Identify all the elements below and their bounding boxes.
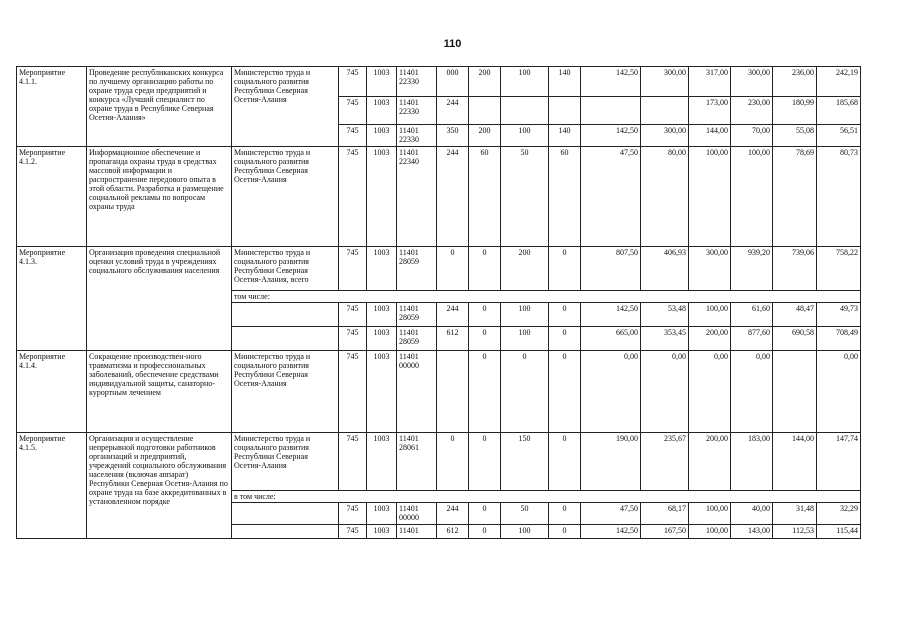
year-2018: 167,50 bbox=[641, 525, 689, 539]
year-2014 bbox=[469, 97, 501, 125]
page-number: 110 bbox=[443, 38, 462, 50]
year-2017: 807,50 bbox=[581, 247, 641, 291]
year-2021: 78,69 bbox=[773, 147, 817, 247]
empty-cell bbox=[232, 503, 339, 525]
year-2022: 0,00 bbox=[817, 351, 861, 433]
year-2017: 47,50 bbox=[581, 147, 641, 247]
expense-type-code: 244 bbox=[437, 303, 469, 327]
year-2015: 0 bbox=[501, 351, 549, 433]
year-2019: 173,00 bbox=[689, 97, 731, 125]
year-2016: 0 bbox=[549, 303, 581, 327]
year-2014: 0 bbox=[469, 433, 501, 491]
grbs-code: 745 bbox=[339, 503, 367, 525]
year-2015: 100 bbox=[501, 525, 549, 539]
year-2022: 80,73 bbox=[817, 147, 861, 247]
year-2016: 0 bbox=[549, 433, 581, 491]
measure-name: Организация и осуществление непрерывной подготовки работников организаций и предприятий, учреждений социального обслуживания населения (включая аппарат) Республики Северная Осетия-Алания по охране труда на базе аккредитованных в установленном порядке bbox=[87, 433, 232, 539]
year-2021: 55,08 bbox=[773, 125, 817, 147]
empty-cell bbox=[232, 303, 339, 327]
year-2022: 115,44 bbox=[817, 525, 861, 539]
year-2017: 142,50 bbox=[581, 125, 641, 147]
year-2020: 230,00 bbox=[731, 97, 773, 125]
including-label: том числе: bbox=[232, 291, 861, 303]
grbs-code: 745 bbox=[339, 351, 367, 433]
year-2015: 100 bbox=[501, 303, 549, 327]
grbs-code: 745 bbox=[339, 433, 367, 491]
target-article-code: 11401 bbox=[397, 525, 437, 539]
year-2022: 708,49 bbox=[817, 327, 861, 351]
empty-cell bbox=[232, 525, 339, 539]
year-2018: 68,17 bbox=[641, 503, 689, 525]
year-2020: 70,00 bbox=[731, 125, 773, 147]
empty-cell bbox=[232, 327, 339, 351]
year-2021: 236,00 bbox=[773, 67, 817, 97]
year-2019: 0,00 bbox=[689, 351, 731, 433]
measure-id: Мероприятие 4.1.4. bbox=[17, 351, 87, 433]
grbs-code: 745 bbox=[339, 303, 367, 327]
target-article-code: 11401 28059 bbox=[397, 327, 437, 351]
year-2019: 200,00 bbox=[689, 433, 731, 491]
year-2021 bbox=[773, 351, 817, 433]
target-article-code: 11401 22330 bbox=[397, 97, 437, 125]
year-2021: 690,58 bbox=[773, 327, 817, 351]
year-2020: 0,00 bbox=[731, 351, 773, 433]
grbs-code: 745 bbox=[339, 247, 367, 291]
year-2020: 100,00 bbox=[731, 147, 773, 247]
measure-name: Информационное обеспечение и пропаганда охраны труда в средствах массовой информации и распространение передового опыта в этой области. Разработка и размещение социальной рекламы по вопросам охраны труда bbox=[87, 147, 232, 247]
expense-type-code: 000 bbox=[437, 67, 469, 97]
expense-type-code: 0 bbox=[437, 247, 469, 291]
year-2019: 100,00 bbox=[689, 503, 731, 525]
year-2015: 100 bbox=[501, 327, 549, 351]
year-2018: 353,45 bbox=[641, 327, 689, 351]
year-2015: 50 bbox=[501, 503, 549, 525]
year-2017: 190,00 bbox=[581, 433, 641, 491]
year-2021: 180,99 bbox=[773, 97, 817, 125]
measure-executor: Министерство труда и социального развития Республики Северная Осетия-Алания bbox=[232, 351, 339, 433]
measure-executor: Министерство труда и социального развития Республики Северная Осетия-Алания bbox=[232, 67, 339, 147]
year-2018: 235,67 bbox=[641, 433, 689, 491]
year-2018: 0,00 bbox=[641, 351, 689, 433]
year-2021: 31,48 bbox=[773, 503, 817, 525]
measure-id: Мероприятие 4.1.5. bbox=[17, 433, 87, 539]
year-2020: 143,00 bbox=[731, 525, 773, 539]
grbs-code: 745 bbox=[339, 97, 367, 125]
target-article-code: 11401 22340 bbox=[397, 147, 437, 247]
year-2016: 0 bbox=[549, 351, 581, 433]
year-2022: 49,73 bbox=[817, 303, 861, 327]
target-article-code: 11401 00000 bbox=[397, 503, 437, 525]
year-2017: 142,50 bbox=[581, 303, 641, 327]
year-2019: 300,00 bbox=[689, 247, 731, 291]
year-2014: 0 bbox=[469, 327, 501, 351]
section-code: 1003 bbox=[367, 503, 397, 525]
year-2016: 0 bbox=[549, 503, 581, 525]
year-2017 bbox=[581, 97, 641, 125]
year-2015: 150 bbox=[501, 433, 549, 491]
year-2015 bbox=[501, 97, 549, 125]
measure-id: Мероприятие 4.1.3. bbox=[17, 247, 87, 351]
table-row bbox=[17, 433, 905, 491]
year-2018: 406,93 bbox=[641, 247, 689, 291]
expense-type-code: 244 bbox=[437, 97, 469, 125]
year-2018: 53,48 bbox=[641, 303, 689, 327]
year-2021: 112,53 bbox=[773, 525, 817, 539]
grbs-code: 745 bbox=[339, 67, 367, 97]
expense-type-code: 0 bbox=[437, 433, 469, 491]
year-2018: 300,00 bbox=[641, 125, 689, 147]
grbs-code: 745 bbox=[339, 125, 367, 147]
measure-id: Мероприятие 4.1.1. bbox=[17, 67, 87, 147]
target-article-code: 11401 22330 bbox=[397, 125, 437, 147]
year-2016: 140 bbox=[549, 67, 581, 97]
table-row bbox=[17, 247, 905, 291]
measure-name: Сокращение производствен-ного травматизма и профессиональных заболеваний, обеспечение средствами индивидуальной защиты, санаторно-курортным лечением bbox=[87, 351, 232, 433]
measure-executor: Министерство труда и социального развития Республики Северная Осетия-Алания, всего bbox=[232, 247, 339, 291]
measure-name: Проведение республиканских конкурса по лучшему организацию работы по охране труда среди предприятий и конкурса «Лучший специалист по охране труда в Республике Северная Осетия-Алания» bbox=[87, 67, 232, 147]
section-code: 1003 bbox=[367, 67, 397, 97]
including-label: в том числе: bbox=[232, 491, 861, 503]
measure-name: Организация проведения специальной оценки условий труда в учреждениях социального обслуживания населения bbox=[87, 247, 232, 351]
expense-type-code: 612 bbox=[437, 525, 469, 539]
year-2021: 48,47 bbox=[773, 303, 817, 327]
year-2020: 939,20 bbox=[731, 247, 773, 291]
year-2014: 0 bbox=[469, 247, 501, 291]
year-2018: 300,00 bbox=[641, 67, 689, 97]
expense-type-code bbox=[437, 351, 469, 433]
section-code: 1003 bbox=[367, 327, 397, 351]
year-2016 bbox=[549, 97, 581, 125]
year-2016: 0 bbox=[549, 525, 581, 539]
target-article-code: 11401 28059 bbox=[397, 247, 437, 291]
year-2014: 0 bbox=[469, 525, 501, 539]
expense-type-code: 350 bbox=[437, 125, 469, 147]
year-2017: 142,50 bbox=[581, 525, 641, 539]
year-2017: 665,00 bbox=[581, 327, 641, 351]
year-2016: 0 bbox=[549, 247, 581, 291]
expense-type-code: 612 bbox=[437, 327, 469, 351]
year-2014: 60 bbox=[469, 147, 501, 247]
year-2019: 100,00 bbox=[689, 147, 731, 247]
grbs-code: 745 bbox=[339, 147, 367, 247]
year-2019: 100,00 bbox=[689, 525, 731, 539]
year-2015: 50 bbox=[501, 147, 549, 247]
year-2020: 61,60 bbox=[731, 303, 773, 327]
year-2019: 317,00 bbox=[689, 67, 731, 97]
year-2018 bbox=[641, 97, 689, 125]
target-article-code: 11401 22330 bbox=[397, 67, 437, 97]
year-2022: 32,29 bbox=[817, 503, 861, 525]
year-2014: 0 bbox=[469, 503, 501, 525]
year-2021: 739,06 bbox=[773, 247, 817, 291]
year-2022: 185,68 bbox=[817, 97, 861, 125]
year-2016: 0 bbox=[549, 327, 581, 351]
table-row bbox=[17, 147, 905, 247]
section-code: 1003 bbox=[367, 125, 397, 147]
year-2014: 0 bbox=[469, 303, 501, 327]
section-code: 1003 bbox=[367, 351, 397, 433]
expense-type-code: 244 bbox=[437, 503, 469, 525]
section-code: 1003 bbox=[367, 525, 397, 539]
section-code: 1003 bbox=[367, 247, 397, 291]
measure-executor: Министерство труда и социального развития Республики Северная Осетия-Алания bbox=[232, 433, 339, 491]
year-2017: 142,50 bbox=[581, 67, 641, 97]
section-code: 1003 bbox=[367, 433, 397, 491]
year-2017: 0,00 bbox=[581, 351, 641, 433]
year-2019: 100,00 bbox=[689, 303, 731, 327]
target-article-code: 11401 28061 bbox=[397, 433, 437, 491]
year-2016: 140 bbox=[549, 125, 581, 147]
grbs-code: 745 bbox=[339, 327, 367, 351]
year-2020: 300,00 bbox=[731, 67, 773, 97]
year-2020: 183,00 bbox=[731, 433, 773, 491]
grbs-code: 745 bbox=[339, 525, 367, 539]
target-article-code: 11401 28059 bbox=[397, 303, 437, 327]
measure-executor: Министерство труда и социального развития Республики Северная Осетия-Алания bbox=[232, 147, 339, 247]
program-table bbox=[16, 66, 905, 539]
year-2016: 60 bbox=[549, 147, 581, 247]
year-2022: 242,19 bbox=[817, 67, 861, 97]
measure-id: Мероприятие 4.1.2. bbox=[17, 147, 87, 247]
year-2014: 200 bbox=[469, 67, 501, 97]
section-code: 1003 bbox=[367, 97, 397, 125]
year-2017: 47,50 bbox=[581, 503, 641, 525]
year-2021: 144,00 bbox=[773, 433, 817, 491]
target-article-code: 11401 00000 bbox=[397, 351, 437, 433]
year-2019: 200,00 bbox=[689, 327, 731, 351]
section-code: 1003 bbox=[367, 147, 397, 247]
year-2019: 144,00 bbox=[689, 125, 731, 147]
table-row bbox=[17, 351, 905, 433]
year-2015: 100 bbox=[501, 67, 549, 97]
year-2022: 56,51 bbox=[817, 125, 861, 147]
year-2020: 877,60 bbox=[731, 327, 773, 351]
year-2015: 200 bbox=[501, 247, 549, 291]
year-2022: 758,22 bbox=[817, 247, 861, 291]
expense-type-code: 244 bbox=[437, 147, 469, 247]
year-2015: 100 bbox=[501, 125, 549, 147]
section-code: 1003 bbox=[367, 303, 397, 327]
year-2014: 200 bbox=[469, 125, 501, 147]
year-2022: 147,74 bbox=[817, 433, 861, 491]
year-2020: 40,00 bbox=[731, 503, 773, 525]
year-2014: 0 bbox=[469, 351, 501, 433]
year-2018: 80,00 bbox=[641, 147, 689, 247]
table-row bbox=[17, 67, 905, 97]
